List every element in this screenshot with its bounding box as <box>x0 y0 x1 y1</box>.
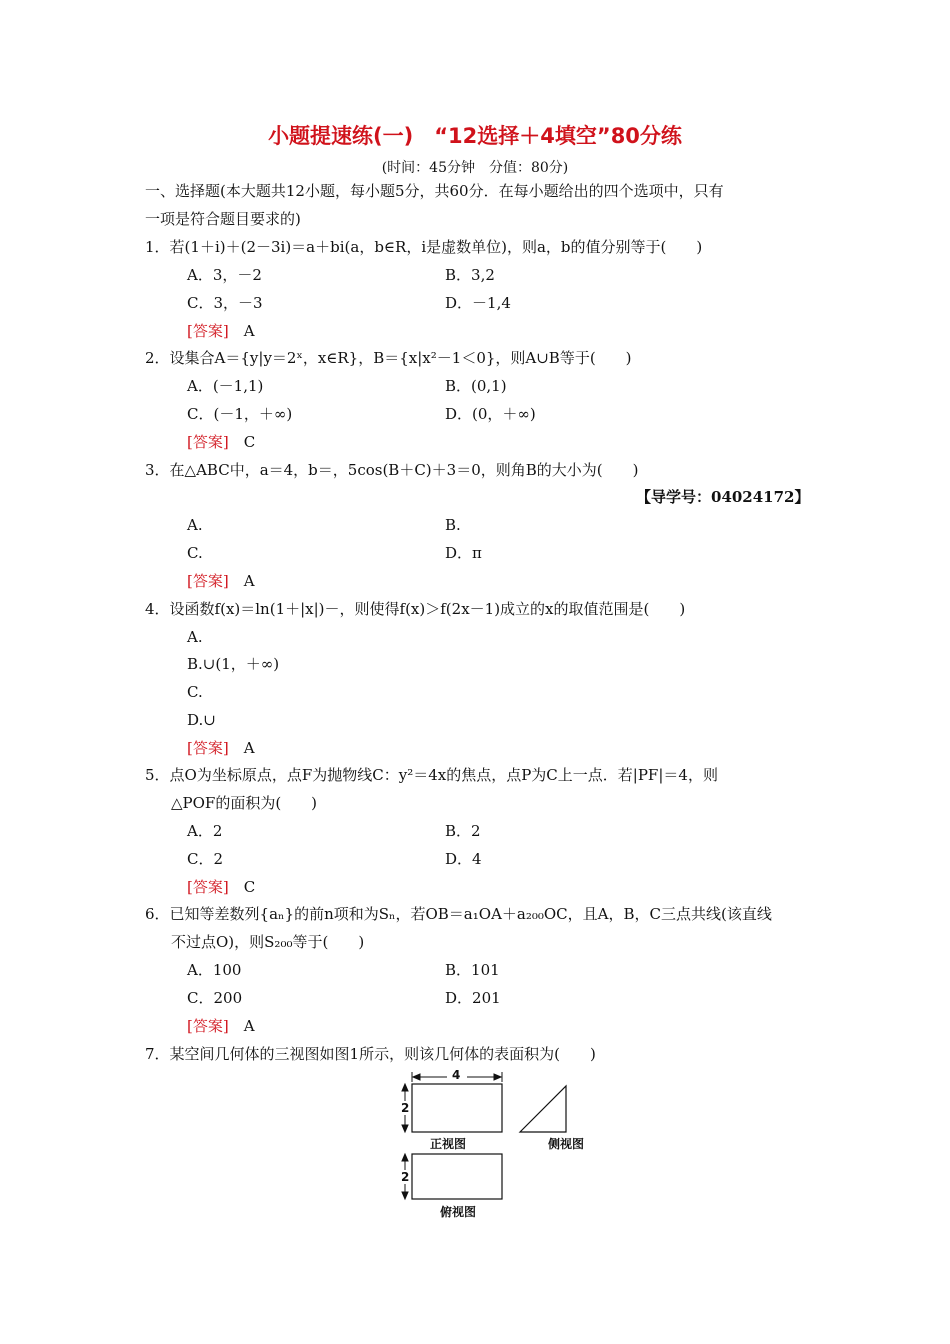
three-view-drawing <box>392 1068 632 1228</box>
answer-value: C <box>243 433 256 451</box>
answer-label: [答案] <box>187 322 229 340</box>
answer-value: A <box>243 1017 255 1035</box>
question-4-stem: 4．设函数f(x)＝ln(1＋|x|)－，则使得f(x)＞f(2x－1)成立的x的取值范围是( ) <box>145 600 686 618</box>
question-3-stem: 3．在△ABC中，a＝4，b＝，5cos(B＋C)＋3＝0，则角B的大小为( ) <box>145 461 639 479</box>
question-7-stem: 7．某空间几何体的三视图如图1所示，则该几何体的表面积为( ) <box>145 1045 596 1063</box>
question-5-stem-line1: 5．点O为坐标原点，点F为抛物线C：y²＝4x的焦点，点P为C上一点．若|PF|＝4，则 <box>145 766 718 784</box>
top-view-label: 俯视图 <box>440 1205 477 1219</box>
q6-option-b: B．101 <box>445 961 500 979</box>
question-6-stem-line2: 不过点O)，则S₂₀₀等于( ) <box>171 933 365 951</box>
answer-value: C <box>243 878 256 896</box>
q1-answer <box>187 321 255 341</box>
q3-answer <box>187 571 255 591</box>
dimension-height-front-label: 2 <box>401 1101 410 1115</box>
q6-answer <box>187 1016 255 1036</box>
section-intro-line2: 一项是符合题目要求的) <box>145 210 301 228</box>
q6-option-c: C．200 <box>187 989 243 1007</box>
q1-option-c: C．3，－3 <box>187 294 263 312</box>
q5-option-a: A．2 <box>187 822 223 840</box>
front-view-label: 正视图 <box>430 1137 467 1151</box>
page-subtitle: (时间：45分钟 分值：80分) <box>381 160 569 176</box>
side-view-label: 侧视图 <box>548 1137 585 1151</box>
q3-option-b: B. <box>445 516 461 534</box>
answer-value: A <box>243 322 255 340</box>
front-view-rect <box>412 1084 502 1132</box>
section-intro-line1: 一、选择题(本大题共12小题，每小题5分，共60分．在每小题给出的四个选项中，只有 <box>145 182 724 200</box>
q2-answer <box>187 432 255 452</box>
q1-option-b: B．3,2 <box>445 266 495 284</box>
answer-label: [答案] <box>187 433 229 451</box>
q2-option-a: A．(－1,1) <box>187 377 264 395</box>
q6-option-a: A．100 <box>187 961 242 979</box>
q1-option-a: A．3，－2 <box>187 266 262 284</box>
q3-option-c: C. <box>187 544 203 562</box>
q5-answer <box>187 877 255 897</box>
question-6-stem-line1: 6．已知等差数列{aₙ}的前n项和为Sₙ，若OB＝a₁OA＋a₂₀₀OC，且A，B，C三点共线(该直线 <box>145 905 772 923</box>
dimension-height-top-label: 2 <box>401 1170 410 1184</box>
question-1-stem: 1．若(1＋i)＋(2－3i)＝a＋bi(a，b∈R，i是虚数单位)，则a，b的值分别等于( ) <box>145 238 703 256</box>
answer-value: A <box>243 739 255 757</box>
answer-label: [答案] <box>187 878 229 896</box>
q3-option-d: D．π <box>445 544 482 562</box>
answer-value: A <box>243 572 255 590</box>
q4-option-b: B.∪(1，＋∞) <box>187 655 280 673</box>
q4-option-d: D.∪ <box>187 711 216 729</box>
q3-option-a: A. <box>187 516 203 534</box>
question-2-stem: 2．设集合A＝{y|y＝2ˣ，x∈R}，B＝{x|x²－1＜0}，则A∪B等于( ) <box>145 349 632 367</box>
q3-reference-number: 【导学号：04024172】 <box>636 488 810 506</box>
q2-option-b: B．(0,1) <box>445 377 507 395</box>
top-view-rect <box>412 1154 502 1199</box>
q5-option-b: B．2 <box>445 822 481 840</box>
q6-option-d: D．201 <box>445 989 501 1007</box>
q2-option-d: D．(0，＋∞) <box>445 405 536 423</box>
q5-option-c: C．2 <box>187 850 224 868</box>
side-view-triangle <box>520 1086 566 1132</box>
page-title: 小题提速练(一) “12选择＋4填空”80分练 <box>268 124 682 148</box>
q2-option-c: C．(－1，＋∞) <box>187 405 293 423</box>
answer-label: [答案] <box>187 739 229 757</box>
q4-option-a: A. <box>187 628 203 646</box>
dimension-width-label: 4 <box>452 1068 461 1082</box>
answer-label: [答案] <box>187 572 229 590</box>
q1-option-d: D．－1,4 <box>445 294 511 312</box>
q4-answer <box>187 738 255 758</box>
q5-option-d: D．4 <box>445 850 482 868</box>
question-5-stem-line2: △POF的面积为( ) <box>171 794 318 812</box>
three-view-figure <box>392 1068 632 1228</box>
answer-label: [答案] <box>187 1017 229 1035</box>
q4-option-c: C. <box>187 683 203 701</box>
